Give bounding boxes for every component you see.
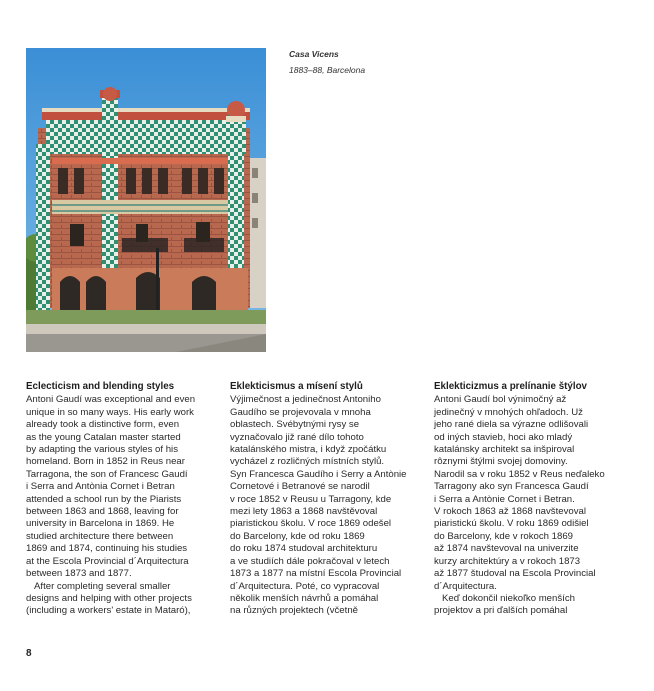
column-heading: Eclecticism and blending styles [26, 381, 175, 392]
column-paragraph: After completing several smaller designs and helping with other projects (including a workers' estate in Mataró), [26, 580, 192, 617]
column-english [26, 381, 211, 618]
caption-title: Casa Vicens [289, 49, 339, 59]
column-paragraph: Antoni Gaudí bol výnimočný až jedinečný v mnohých ohľadoch. Už jeho rané diela sa výrazne odlišovali od iných stavieb, hoci ako mladý katalánsky architekt sa inšpiroval rôznymi štýlmi svojej domoviny. Narodil sa v roku 1852 v Reus neďaleko Tarragony ako syn Francesca Gaudí i Serra a Antònie Cornet i Betran. V rokoch 1863 až 1868 navštevoval piaristickú školu. V roku 1869 odišiel do Barcelony, kde v rokoch 1869 až 1874 navštevoval na univerzite kurzy architektúry a v rokoch 1873 až 1877 študoval na Escola Provincial d´Arquitectura. [434, 394, 605, 592]
column-paragraph: Antoni Gaudí was exceptional and even unique in so many ways. His early work already took a distinctive form, even as the young Catalan master started by adapting the various styles of his homeland. Born in 1852 in Reus near Tarragona, the son of Francesc Gaudí i Serra and Antònia Cornet i Betran attended a school run by the Piarists between 1863 and 1868, leaving for university in Barcelona in 1869. He studied architecture there between 1869 and 1874, continuing his studies at the Escola Provincial d´Arquitectura between 1873 and 1877. [26, 394, 196, 580]
caption-subtitle: 1883–88, Barcelona [289, 65, 366, 75]
column-heading: Eklekticizmus a prelínanie štýlov [434, 381, 588, 392]
casa-vicens-photo [26, 48, 266, 352]
column-czech [230, 381, 415, 618]
column-heading: Eklekticismus a mísení stylů [230, 381, 363, 392]
column-paragraph: Výjimečnost a jedinečnost Antoniho Gaudího se projevovala v mnoha oblastech. Svébytnými rysy se vyznačovalo již rané dílo tohoto katalánského mistra, i když zpočátku vycházel z rozličných místních stylů. Syn Francesca Gaudího i Serry a Antònie Cornetové i Betranové se narodil v roce 1852 v Reusu u Tarragony, kde mezi lety 1863 a 1868 navštěvoval piaristickou školu. V roce 1869 odešel do Barcelony, kde od roku 1869 do roku 1874 studoval architekturu a ve studiích dále pokračoval v letech 1873 a 1877 na místní Escola Provincial d´Arquitectura. Poté, co vypracoval několik menších návrhů a pomáhal na různých projektech (včetně [230, 394, 407, 617]
column-paragraph: Keď dokončil niekoľko menších projektov a pri ďalších pomáhal [434, 592, 575, 617]
page-number: 8 [26, 648, 32, 659]
column-slovak [434, 381, 619, 618]
photo-caption [289, 46, 489, 78]
